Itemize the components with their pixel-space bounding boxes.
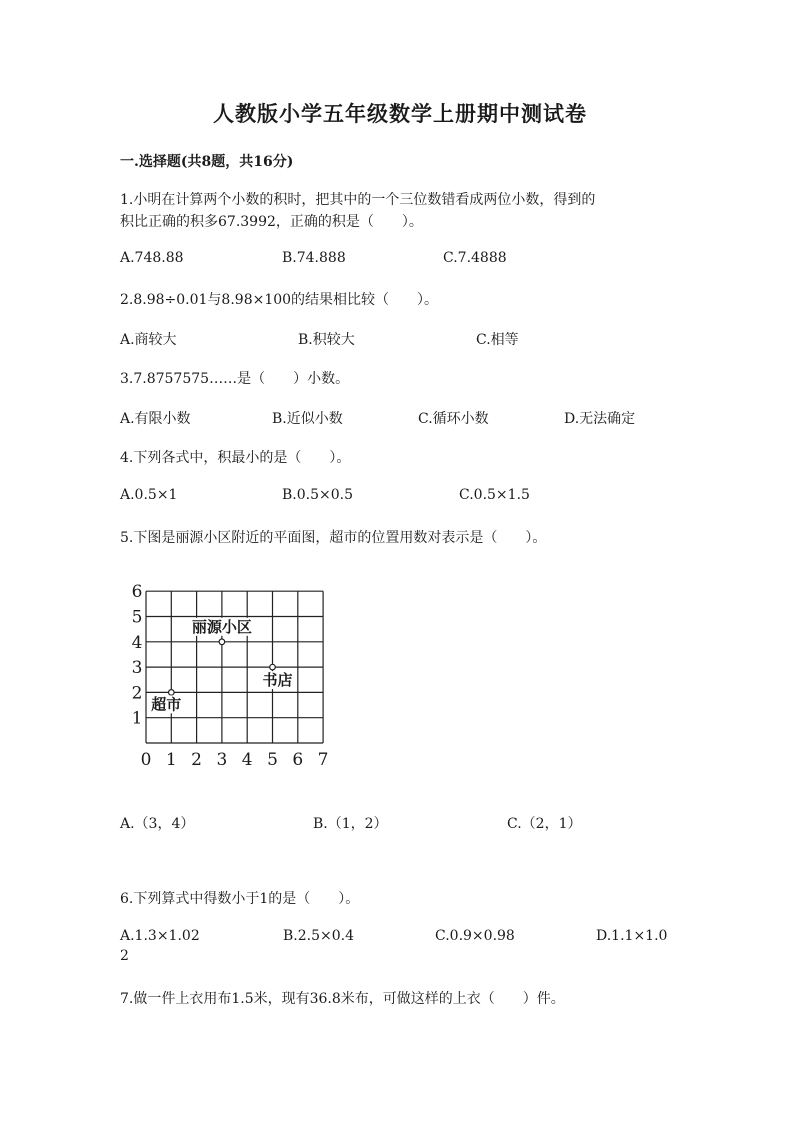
q6-option-d: D.1.1×1.0	[596, 928, 668, 944]
q6-option-a: A.1.3×1.02	[120, 928, 200, 944]
q1-option-a: A.748.88	[120, 250, 184, 266]
q6-option-d-wrap: 2	[120, 948, 129, 964]
section-heading: 一.选择题(共8题，共16分)	[120, 154, 294, 170]
y-tick-label: 6	[131, 582, 143, 603]
place-marker	[219, 639, 225, 645]
q5-option-c: C.（2，1）	[507, 816, 582, 832]
x-tick-label: 1	[165, 750, 177, 768]
q5-option-b: B.（1，2）	[313, 816, 388, 832]
map-figure	[124, 578, 344, 768]
q1-option-b: B.74.888	[282, 250, 346, 266]
page-title: 人教版小学五年级数学上册期中测试卷	[213, 101, 587, 126]
y-tick-label: 4	[131, 632, 143, 653]
q1-option-c: C.7.4888	[443, 250, 507, 266]
q2-option-b: B.积较大	[298, 332, 355, 348]
x-tick-label: 3	[216, 750, 228, 768]
q4-option-b: B.0.5×0.5	[282, 487, 353, 503]
question-3-line-1: 3.7.8757575……是（ ）小数。	[120, 371, 350, 387]
q4-option-a: A.0.5×1	[120, 487, 178, 503]
place-label: 超市	[151, 695, 182, 714]
x-tick-label: 2	[191, 750, 203, 768]
q4-option-c: C.0.5×1.5	[459, 487, 530, 503]
q3-option-b: B.近似小数	[272, 411, 343, 427]
q3-option-a: A.有限小数	[120, 411, 191, 427]
question-1-line-2: 积比正确的积多67.3992，正确的积是（ ）。	[120, 214, 423, 230]
q6-option-b: B.2.5×0.4	[283, 928, 354, 944]
place-label: 丽源小区	[191, 617, 252, 636]
y-tick-label: 1	[131, 708, 143, 729]
y-tick-label: 5	[131, 607, 143, 628]
q5-option-a: A.（3，4）	[120, 816, 195, 832]
q3-option-d: D.无法确定	[564, 411, 636, 427]
place-label: 书店	[262, 671, 293, 690]
question-4-line-1: 4.下列各式中，积最小的是（ ）。	[120, 450, 351, 466]
q6-option-c: C.0.9×0.98	[435, 928, 515, 944]
q2-option-a: A.商较大	[120, 332, 177, 348]
coordinate-grid	[124, 578, 344, 768]
q3-option-c: C.循环小数	[418, 411, 489, 427]
question-6-line-1: 6.下列算式中得数小于1的是（ ）。	[120, 891, 360, 907]
question-5-line-1: 5.下图是丽源小区附近的平面图，超市的位置用数对表示是（ ）。	[120, 530, 547, 546]
y-tick-label: 2	[131, 683, 143, 704]
question-2-line-1: 2.8.98÷0.01与8.98×100的结果相比较（ ）。	[120, 292, 439, 308]
question-7-line-1: 7.做一件上衣用布1.5米，现有36.8米布，可做这样的上衣（ ）件。	[120, 991, 565, 1007]
x-tick-label: 6	[292, 750, 304, 768]
x-tick-label: 7	[317, 750, 329, 768]
y-tick-label: 3	[131, 658, 143, 679]
question-1-line-1: 1.小明在计算两个小数的积时，把其中的一个三位数错看成两位小数，得到的	[120, 192, 596, 208]
x-tick-label: 5	[267, 750, 278, 768]
place-marker	[169, 690, 175, 696]
x-tick-label: 0	[140, 750, 152, 768]
q2-option-c: C.相等	[476, 332, 519, 348]
place-marker	[270, 664, 276, 670]
x-tick-label: 4	[241, 750, 253, 768]
